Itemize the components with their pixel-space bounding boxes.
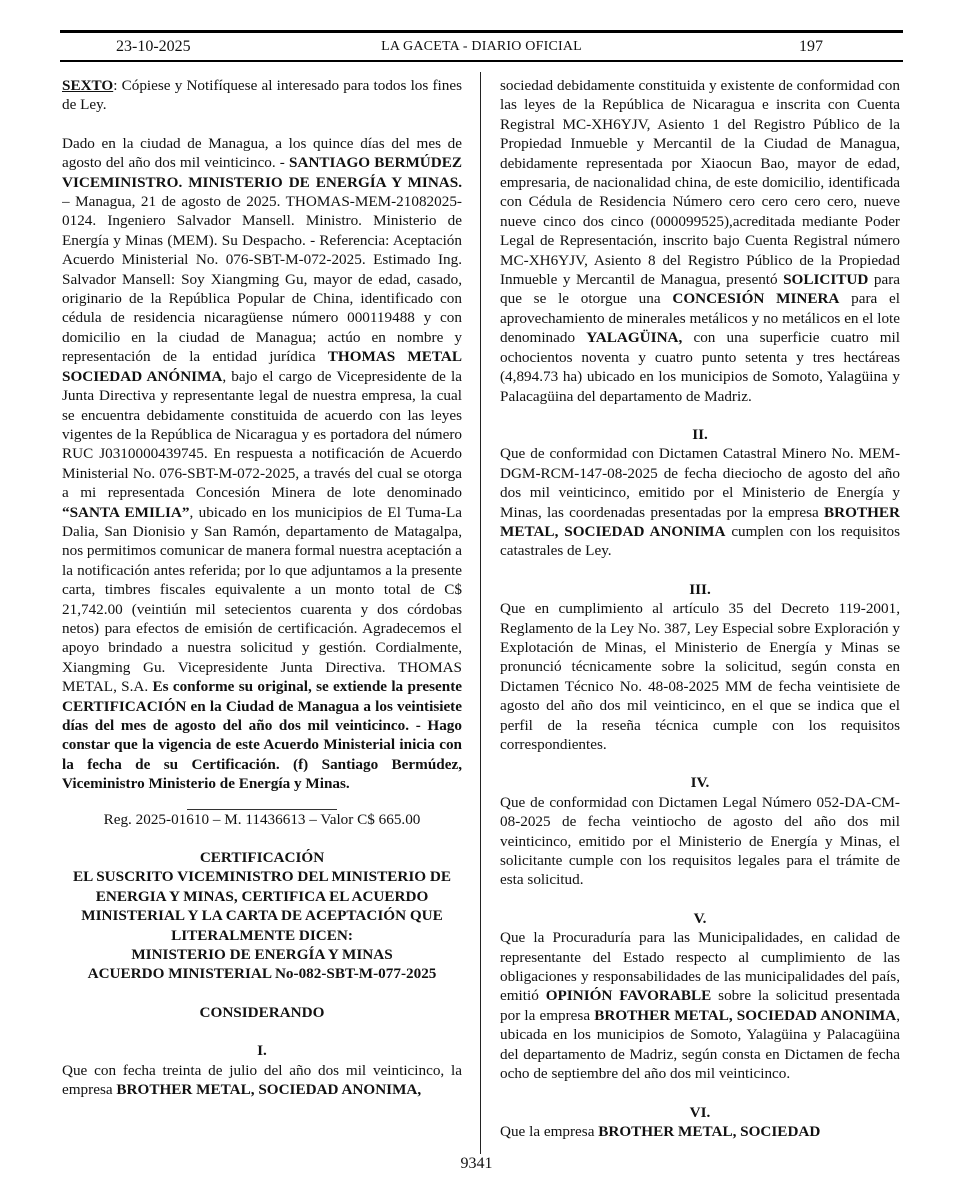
sexto-paragraph: SEXTO: Cópiese y Notifíquese al interesado para todos los fines de Ley. xyxy=(62,77,462,114)
header-page-number: 197 xyxy=(799,38,823,55)
page-footer-code: 9341 xyxy=(460,1155,493,1172)
section-2-number: II. xyxy=(692,425,708,443)
header-bottom-rule xyxy=(60,60,903,62)
section-3-text: Que en cumplimiento al artículo 35 del Decreto 119-2001, Reglamento de la Ley No. 387, Ley Especial sobre Exploración y Explotación de Minas, el Ministerio de Energía y Minas se pronunció técnicamente sobre la solicitud, según consta en Dictamen Técnico No. 48-08-2025 MM de fecha veintisiete de agosto del año dos mil veinticinco, en el que se indica que el perfil de la reseña técnica cumple con los requisitos correspondientes. xyxy=(500,600,900,753)
ministry-title: MINISTERIO DE ENERGÍA Y MINAS xyxy=(131,946,393,964)
resolution-paragraph: Dado en la ciudad de Managua, a los quince días del mes de agosto del año dos mil veinticinco. - SANTIAGO BERMÚDEZ VICEMINISTRO. MINISTERIO DE ENERGÍA Y MINAS. – Managua, 21 de agosto de 2025. THOMAS-MEM-21082025-0124. Ingeniero Salvador Mansell. Ministro. Ministerio de Energía y Minas (MEM). Su Despacho. - Referencia: Aceptación Acuerdo Ministerial No. 076-SBT-M-072-2025. Estimado Ing. Salvador Mansell: Soy Xiangming Gu, mayor de edad, casado, originario de la República Popular de China, identificado con cédula de residencia nicaragüense número 000119488 y con domicilio en la ciudad de Managua; actúo en nombre y representación de la entidad jurídica THOMAS METAL SOCIEDAD ANÓNIMA, bajo el cargo de Vicepresidente de la Junta Directiva y representante legal de nuestra empresa, la cual se encuentra debidamente constituida de acuerdo con las leyes vigentes de la República de Nicaragua y es portadora del número RUC J0310000439745. En respuesta a notificación de Acuerdo Ministerial No. 076-SBT-M-072-2025, a través del cual se otorga a mi representada Concesión Minera de lote denominado “SANTA EMILIA”, ubicado en los municipios de El Tuma-La Dalia, San Dionisio y San Ramón, departamento de Matagalpa, nos permitimos comunicar de manera formal nuestra aceptación a la notificación antes referida; por lo que adjuntamos a la presente carta, timbres fiscales equivalente a un monto total de C$ 21,742.00 (veintiún mil setecientos cuarenta y dos córdobas netos) para efectos de emisión de certificación. Agradecemos el apoyo brindado a nuestra solicitud y gestión. Cordialmente, Xiangming Gu. Vicepresidente Junta Directiva. THOMAS METAL, S.A. Es conforme su original, se extiende la presente CERTIFICACIÓN en la Ciudad de Managua a los veintisiete días del mes de agosto del año dos mil veinticinco. - Hago constar que la vigencia de este Acuerdo Ministerial inicia con la fecha de su Certificación. (f) Santiago Bermúdez, Viceministro Ministerio de Energía y Minas. xyxy=(62,134,462,793)
sexto-label: SEXTO xyxy=(62,77,114,94)
left-column xyxy=(62,76,462,1146)
certification-title: CERTIFICACIÓN xyxy=(199,849,325,867)
section-3-number: III. xyxy=(689,580,711,598)
right-column xyxy=(500,76,900,1146)
header-title: LA GACETA - DIARIO OFICIAL xyxy=(381,39,582,54)
certification-body: EL SUSCRITO VICEMINISTRO DEL MINISTERIO DE ENERGIA Y MINAS, CERTIFICA EL ACUERDO MINISTERIAL Y LA CARTA DE ACEPTACIÓN QUE LITERALMENTE DICEN: xyxy=(73,868,451,944)
section-4-number: IV. xyxy=(690,774,710,792)
section-5-number: V. xyxy=(693,909,707,927)
page-header xyxy=(60,36,903,58)
section-5-text: Que la Procuraduría para las Municipalidades, en calidad de representante del Estado respecto al cumplimiento de las obligaciones y responsabilidades de las municipalidades del país, emitió OPINIÓN FAVORABLE sobre la solicitud presentada por la empresa BROTHER METAL, SOCIEDAD ANONIMA, ubicada en los municipios de Somoto, Yalagüina y Palacagüina del departamento de Madriz, según consta en Dictamen de fecha ocho de septiembre del año dos mil veinticinco. xyxy=(500,929,900,1083)
section-6-text: Que la empresa BROTHER METAL, SOCIEDAD xyxy=(500,1122,821,1140)
acuerdo-title: ACUERDO MINISTERIAL No-082-SBT-M-077-2025 xyxy=(87,965,437,983)
section-1-continuation: sociedad debidamente constituida y existente de conformidad con las leyes de la República de Nicaragua e inscrita con Cuenta Registral MC-XH6YJV, Asiento 1 del Registro Público de la Propiedad Inmueble y Mercantil de la Ciudad de Managua, debidamente representada por Xiaocun Bao, mayor de edad, empresaria, de nacionalidad china, de este domicilio, identificada con Cédula de Residencia Número cero cero cero cero, nueve nueve cinco dos cinco (000099525),acreditada mediante Poder Legal de Representación, inscrito bajo Cuenta Registral número MC-XH6YJV, Asiento 8 del Registro Público de la Propiedad Inmueble y Mercantil de Managua, presentó SOLICITUD para que se le otorgue una CONCESIÓN MINERA para el aprovechamiento de minerales metálicos y no metálicos en el lote denominado YALAGÜINA, con una superficie cuatro mil ochocientos noventa y cuatro punto setenta y tres hectáreas (4,894.73 ha) ubicado en los municipios de Somoto, Yalagüina y Palacagüina del departamento de Madriz. xyxy=(500,77,900,405)
section-1-number: I. xyxy=(257,1042,267,1060)
section-1-text: Que con fecha treinta de julio del año dos mil veinticinco, la empresa BROTHER METAL, SOCIEDAD ANONIMA, xyxy=(62,1061,462,1099)
section-2-text: Que de conformidad con Dictamen Catastral Minero No. MEM-DGM-RCM-147-08-2025 de fecha dieciocho de agosto del año dos mil veinticinco, emitido por el Ministerio de Energía y Minas, las coordenadas presentadas por la empresa BROTHER METAL, SOCIEDAD ANONIMA cumplen con los requisitos catastrales de Ley. xyxy=(500,445,900,560)
section-6-number: VI. xyxy=(689,1103,711,1121)
column-divider xyxy=(480,72,481,1154)
separator-line xyxy=(62,796,462,810)
header-date: 23-10-2025 xyxy=(116,38,191,55)
considerando-heading: CONSIDERANDO xyxy=(199,1003,325,1021)
section-4-text: Que de conformidad con Dictamen Legal Número 052-DA-CM-08-2025 de fecha veintiocho de agosto del año dos mil veinticinco, emitido por el Ministerio de Energía y Minas, el solicitante cumple con los requisitos legales para el trámite de esta solicitud. xyxy=(500,793,900,889)
registration-line: Reg. 2025-01610 – M. 11436613 – Valor C$ 665.00 xyxy=(103,810,421,828)
header-top-rule xyxy=(60,30,903,33)
